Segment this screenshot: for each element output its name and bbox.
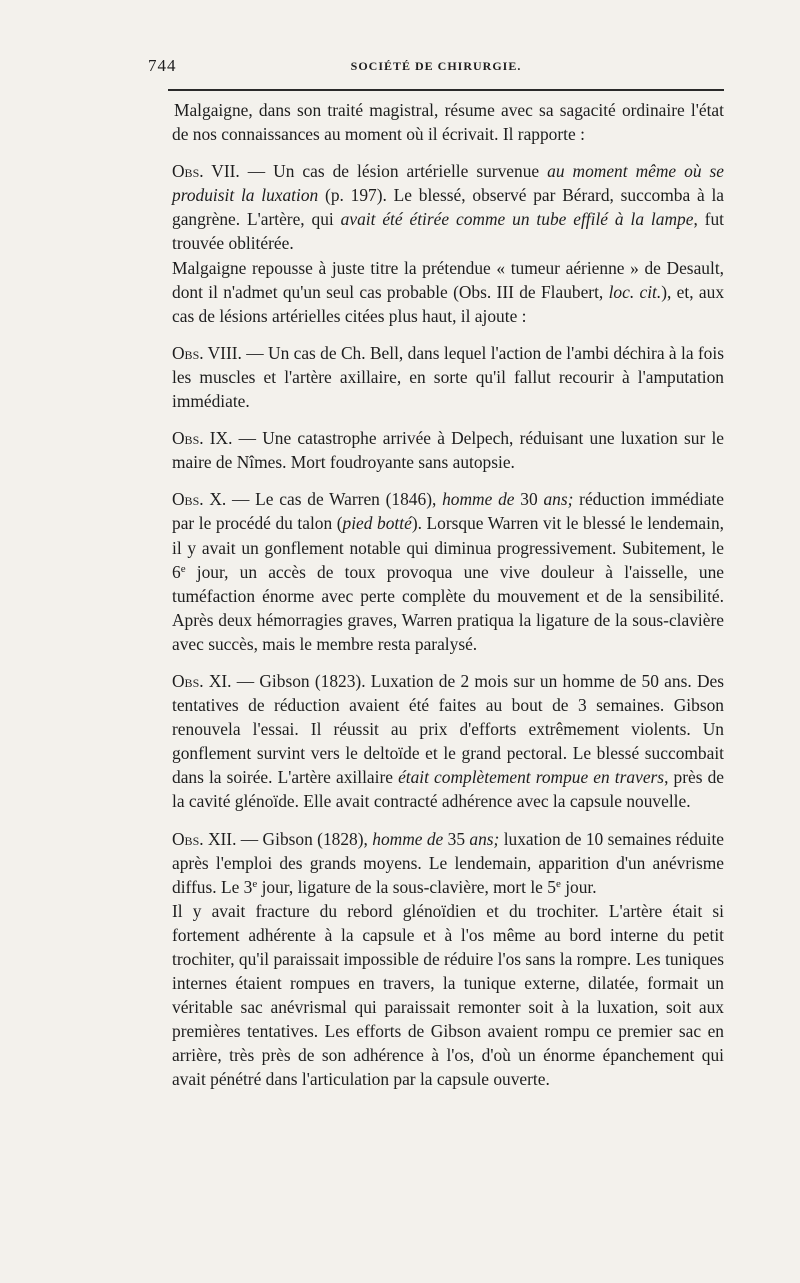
malgaigne-paragraph: Malgaigne repousse à juste titre la prétendue « tumeur aérienne » de Desault, dont il n'admet qu'un seul cas probable (Obs. III de Flaubert, loc. cit.), et, aux cas de lésions artérielles citées plus haut, il ajoute : (172, 257, 725, 326)
observation-viii: Obs. VIII. — Un cas de Ch. Bell, dans lequel l'action de l'ambi déchira à la fois les muscles et l'artère axillaire, en sorte qu'il fallut recourir à l'amputation immédiate. (172, 342, 724, 412)
obs-label: Obs. VIII. (172, 342, 242, 363)
obs-label: Obs. X. (172, 489, 227, 510)
header-rule (168, 89, 724, 91)
obs-label: Obs. XI. (172, 670, 232, 691)
page-number: 744 (148, 56, 177, 75)
obs-label: Obs. IX. (172, 428, 233, 449)
observation-xii: Obs. XII. — Gibson (1828), homme de 35 ans; luxation de 10 semaines réduite après l'emploi des grands moyens. Le lendemain, apparition d'un anévrisme diffus. Le 3e jour, ligature de la sous-clavière, mort le 5e jour. (172, 828, 724, 897)
intro-paragraph: Malgaigne, dans son traité magistral, résume avec sa sagacité ordinaire l'état de nos connaissances au moment où il écrivait. Il rapporte : (172, 100, 724, 145)
fracture-paragraph: Il y avait fracture du rebord glénoïdien et du trochiter. L'artère était si fortement adhérente à la capsule et à l'os même au bord interne du petit trochiter, qu'il paraissait impossible de réduire l'os sans la rompre. Les tuniques internes étaient rompues en travers, la tunique externe, dilatée, formait un véritable sac anévrismal qui paraissait remonter soit à la luxation, soit aux premières tentatives. Les efforts de Gibson avaient rompu ce premier sac en arrière, très près de son adhérence à l'os, d'où un énorme épanchement qui avait pénétré dans l'articulation par la capsule ouverte. (172, 900, 724, 1090)
running-title: SOCIÉTÉ DE CHIRURGIE. (350, 59, 522, 73)
obs-label: Obs. VII. (172, 161, 240, 182)
page-header (148, 56, 724, 84)
observation-xi: Obs. XI. — Gibson (1823). Luxation de 2 mois sur un homme de 50 ans. Des tentatives de réduction avaient été faites au bout de 3 semaines. Gibson renouvela l'essai. Il réussit au prix d'efforts extrêmement violents. Un gonflement survint vers le deltoïde et le grand pectoral. Le blessé succombait dans la soirée. L'artère axillaire était complètement rompue en travers, près de la cavité glénoïde. Elle avait contracté adhérence avec la capsule nouvelle. (172, 670, 724, 812)
observation-vii: Obs. VII. — Un cas de lésion artérielle survenue au moment même où se produisit la luxation (p. 197). Le blessé, observé par Bérard, succomba à la gangrène. L'artère, qui avait été étirée comme un tube effilé à la lampe, fut trouvée oblitérée. (172, 161, 725, 254)
obs-label: Obs. XII. (172, 828, 237, 849)
page-body (172, 98, 724, 1092)
observation-x: Obs. X. — Le cas de Warren (1846), homme de 30 ans; réduction immédiate par le procédé du talon (pied botté). Lorsque Warren vit le blessé le lendemain, il y avait un gonflement notable qui diminua progressivement. Subitement, le 6e jour, un accès de toux provoqua une vive douleur à l'aisselle, une tuméfaction énorme avec perte complète du mouvement et de la sensibilité. Après deux hémorragies graves, Warren pratiqua la ligature de la sous-clavière avec succès, mais le membre resta paralysé. (172, 489, 724, 654)
observation-ix: Obs. IX. — Une catastrophe arrivée à Delpech, réduisant une luxation sur le maire de Nîmes. Mort foudroyante sans autopsie. (172, 428, 724, 473)
